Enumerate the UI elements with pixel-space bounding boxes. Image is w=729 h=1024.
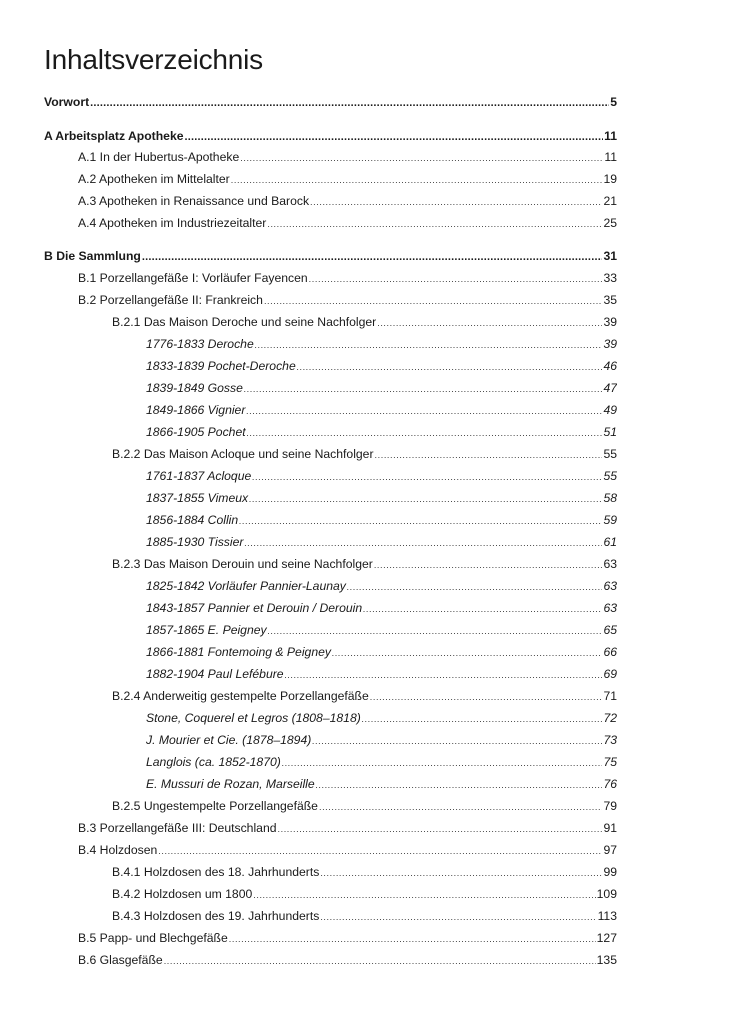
toc-leader-dots (278, 819, 603, 838)
toc-leader-dots (319, 797, 602, 816)
toc-entry-label: B.1 Porzellangefäße I: Vorläufer Fayencen (78, 271, 308, 285)
toc-leader-dots (268, 621, 603, 640)
toc-leader-dots (185, 127, 604, 146)
toc-entry-label: B.2.3 Das Maison Derouin und seine Nachfolger (112, 557, 373, 571)
toc-leader-dots (347, 577, 603, 596)
toc-leader-dots (229, 929, 596, 948)
toc-entry-label: E. Mussuri de Rozan, Marseille (146, 777, 315, 791)
toc-leader-dots (240, 148, 603, 167)
toc-entry-page-number: 11 (604, 150, 617, 164)
toc-entry-page-number: 91 (603, 821, 617, 835)
toc-entry[interactable] (146, 752, 617, 772)
toc-entry-page-number: 66 (603, 645, 617, 659)
toc-entry-label: 1849-1866 Vignier (146, 403, 246, 417)
toc-entry-page-number: 113 (597, 909, 617, 923)
toc-leader-dots (320, 907, 596, 926)
toc-entry-page-number: 19 (603, 172, 617, 186)
toc-entry-page-number: 55 (603, 447, 617, 461)
toc-entry-page-number: 109 (596, 887, 617, 901)
toc-entry-page-number: 21 (603, 194, 617, 208)
toc-entry-page-number: 39 (603, 337, 617, 351)
toc-leader-dots (244, 379, 603, 398)
toc-entry-label: 1839-1849 Gosse (146, 381, 243, 395)
toc-entry-page-number: 49 (603, 403, 617, 417)
toc-entry-page-number: 75 (603, 755, 617, 769)
toc-entry[interactable] (112, 686, 617, 706)
toc-entry[interactable] (112, 884, 617, 904)
toc-entry-label: B.2.4 Anderweitig gestempelte Porzellangefäße (112, 689, 369, 703)
toc-entry-label: Langlois (ca. 1852-1870) (146, 755, 281, 769)
toc-leader-dots (264, 291, 603, 310)
toc-leader-dots (267, 214, 602, 233)
page-title: Inhaltsverzeichnis (44, 44, 263, 75)
toc-entry-label: A.3 Apotheken in Renaissance und Barock (78, 194, 310, 208)
toc-entry-label: B.5 Papp- und Blechgefäße (78, 931, 228, 945)
toc-entry-label: 1833-1839 Pochet-Deroche (146, 359, 296, 373)
toc-entry[interactable] (146, 422, 617, 442)
toc-entry[interactable] (44, 126, 617, 146)
toc-entry-page-number: 72 (603, 711, 617, 725)
toc-entry-page-number: 5 (610, 95, 617, 109)
toc-entry[interactable] (78, 191, 617, 211)
toc-entry[interactable] (78, 213, 617, 233)
toc-entry-label: B.3 Porzellangefäße III: Deutschland (78, 821, 277, 835)
toc-entry[interactable] (146, 730, 617, 750)
toc-entry[interactable] (78, 928, 617, 948)
toc-entry-page-number: 63 (603, 579, 617, 593)
toc-leader-dots (244, 533, 602, 552)
toc-entry[interactable] (112, 862, 617, 882)
toc-entry-label: 1856-1884 Collin (146, 513, 239, 527)
toc-entry[interactable] (146, 708, 617, 728)
toc-leader-dots (363, 599, 602, 618)
toc-entry[interactable] (44, 92, 617, 112)
toc-entry[interactable] (78, 840, 617, 860)
toc-entry[interactable] (112, 796, 617, 816)
toc-entry-page-number: 76 (603, 777, 617, 791)
toc-entry[interactable] (112, 312, 617, 332)
toc-leader-dots (255, 335, 603, 354)
toc-leader-dots (231, 170, 603, 189)
toc-entry-page-number: 47 (603, 381, 617, 395)
toc-entry-page-number: 39 (603, 315, 617, 329)
toc-entry-label: 1837-1855 Vimeux (146, 491, 249, 505)
toc-entry-label: B.2 Porzellangefäße II: Frankreich (78, 293, 263, 307)
toc-leader-dots (246, 401, 602, 420)
toc-leader-dots (239, 511, 602, 530)
toc-entry-page-number: 31 (603, 249, 617, 263)
toc-entry[interactable] (146, 466, 617, 486)
toc-leader-dots (90, 93, 609, 112)
toc-leader-dots (247, 423, 603, 442)
toc-entry[interactable] (146, 598, 617, 618)
toc-leader-dots (285, 665, 603, 684)
toc-leader-dots (312, 731, 602, 750)
toc-entry-page-number: 55 (603, 469, 617, 483)
toc-entry-page-number: 59 (603, 513, 617, 527)
toc-leader-dots (320, 863, 602, 882)
toc-leader-dots (252, 467, 602, 486)
toc-entry[interactable] (146, 620, 617, 640)
toc-entry-page-number: 51 (603, 425, 617, 439)
toc-entry-label: B.4.3 Holzdosen des 19. Jahrhunderts (112, 909, 320, 923)
toc-entry[interactable] (146, 400, 617, 420)
toc-leader-dots (249, 489, 602, 508)
toc-entry-label: A Arbeitsplatz Apotheke (44, 129, 184, 143)
toc-leader-dots (164, 951, 596, 970)
toc-entry-page-number: 69 (603, 667, 617, 681)
toc-entry-label: Vorwort (44, 95, 90, 109)
toc-entry-label: A.1 In der Hubertus-Apotheke (78, 150, 240, 164)
toc-entry-label: 1882-1904 Paul Lefébure (146, 667, 284, 681)
toc-entry[interactable] (78, 818, 617, 838)
toc-entry-label: Stone, Coquerel et Legros (1808–1818) (146, 711, 361, 725)
toc-entry-page-number: 97 (603, 843, 617, 857)
toc-entry-label: 1885-1930 Tissier (146, 535, 244, 549)
toc-entry-label: B Die Sammlung (44, 249, 141, 263)
toc-leader-dots (370, 687, 603, 706)
toc-entry-page-number: 65 (603, 623, 617, 637)
toc-entry-label: 1761-1837 Acloque (146, 469, 252, 483)
toc-leader-dots (375, 445, 603, 464)
toc-leader-dots (309, 269, 603, 288)
toc-entry-page-number: 61 (603, 535, 617, 549)
toc-entry-label: J. Mourier et Cie. (1878–1894) (146, 733, 312, 747)
toc-entry[interactable] (146, 664, 617, 684)
toc-entry-label: 1825-1842 Vorläufer Pannier-Launay (146, 579, 346, 593)
toc-entry[interactable] (146, 774, 617, 794)
toc-entry-page-number: 71 (603, 689, 617, 703)
toc-leader-dots (316, 775, 603, 794)
toc-entry-label: 1866-1881 Fontemoing & Peigney (146, 645, 331, 659)
toc-leader-dots (297, 357, 603, 376)
toc-entry[interactable] (146, 576, 617, 596)
toc-entry-label: 1866-1905 Pochet (146, 425, 246, 439)
toc-entry-label: A.4 Apotheken im Industriezeitalter (78, 216, 267, 230)
toc-leader-dots (253, 885, 595, 904)
toc-entry-page-number: 25 (603, 216, 617, 230)
toc-leader-dots (332, 643, 602, 662)
toc-leader-dots (142, 247, 603, 266)
toc-entry[interactable] (78, 268, 617, 288)
toc-entry-page-number: 58 (603, 491, 617, 505)
toc-leader-dots (377, 313, 602, 332)
toc-entry-page-number: 11 (604, 129, 617, 143)
toc-entry[interactable] (146, 532, 617, 552)
toc-entry-label: B.2.5 Ungestempelte Porzellangefäße (112, 799, 318, 813)
toc-entry[interactable] (146, 356, 617, 376)
toc-leader-dots (310, 192, 602, 211)
toc-entry[interactable] (146, 334, 617, 354)
toc-entry-label: B.2.2 Das Maison Acloque und seine Nachfolger (112, 447, 374, 461)
toc-entry-label: A.2 Apotheken im Mittelalter (78, 172, 230, 186)
toc-entry-page-number: 63 (603, 601, 617, 615)
toc-entry[interactable] (78, 147, 617, 167)
toc-entry-label: B.4 Holzdosen (78, 843, 158, 857)
toc-entry[interactable] (146, 488, 617, 508)
toc-entry[interactable] (44, 246, 617, 266)
toc-entry-label: B.4.1 Holzdosen des 18. Jahrhunderts (112, 865, 320, 879)
toc-leader-dots (374, 555, 603, 574)
toc-entry-page-number: 35 (603, 293, 617, 307)
toc-entry-page-number: 135 (596, 953, 617, 967)
toc-entry-page-number: 73 (603, 733, 617, 747)
toc-entry-page-number: 46 (603, 359, 617, 373)
toc-entry-page-number: 63 (603, 557, 617, 571)
toc-entry-label: B.4.2 Holzdosen um 1800 (112, 887, 253, 901)
toc-entry-page-number: 127 (596, 931, 617, 945)
toc-entry-page-number: 33 (603, 271, 617, 285)
toc-entry[interactable] (78, 950, 617, 970)
toc-entry-page-number: 79 (603, 799, 617, 813)
toc-entry-label: B.6 Glasgefäße (78, 953, 163, 967)
toc-entry[interactable] (112, 444, 617, 464)
toc-leader-dots (362, 709, 603, 728)
toc-leader-dots (282, 753, 603, 772)
toc-entry[interactable] (112, 554, 617, 574)
toc-entry-label: 1843-1857 Pannier et Derouin / Derouin (146, 601, 363, 615)
toc-entry[interactable] (78, 169, 617, 189)
toc-entry[interactable] (146, 510, 617, 530)
toc-entry-label: 1776-1833 Deroche (146, 337, 254, 351)
toc-entry[interactable] (112, 906, 617, 926)
toc-entry-page-number: 99 (603, 865, 617, 879)
toc-entry-label: 1857-1865 E. Peigney (146, 623, 267, 637)
toc-entry[interactable] (146, 642, 617, 662)
toc-leader-dots (158, 841, 602, 860)
toc-entry[interactable] (146, 378, 617, 398)
toc-entry[interactable] (78, 290, 617, 310)
toc-entry-label: B.2.1 Das Maison Deroche und seine Nachfolger (112, 315, 377, 329)
